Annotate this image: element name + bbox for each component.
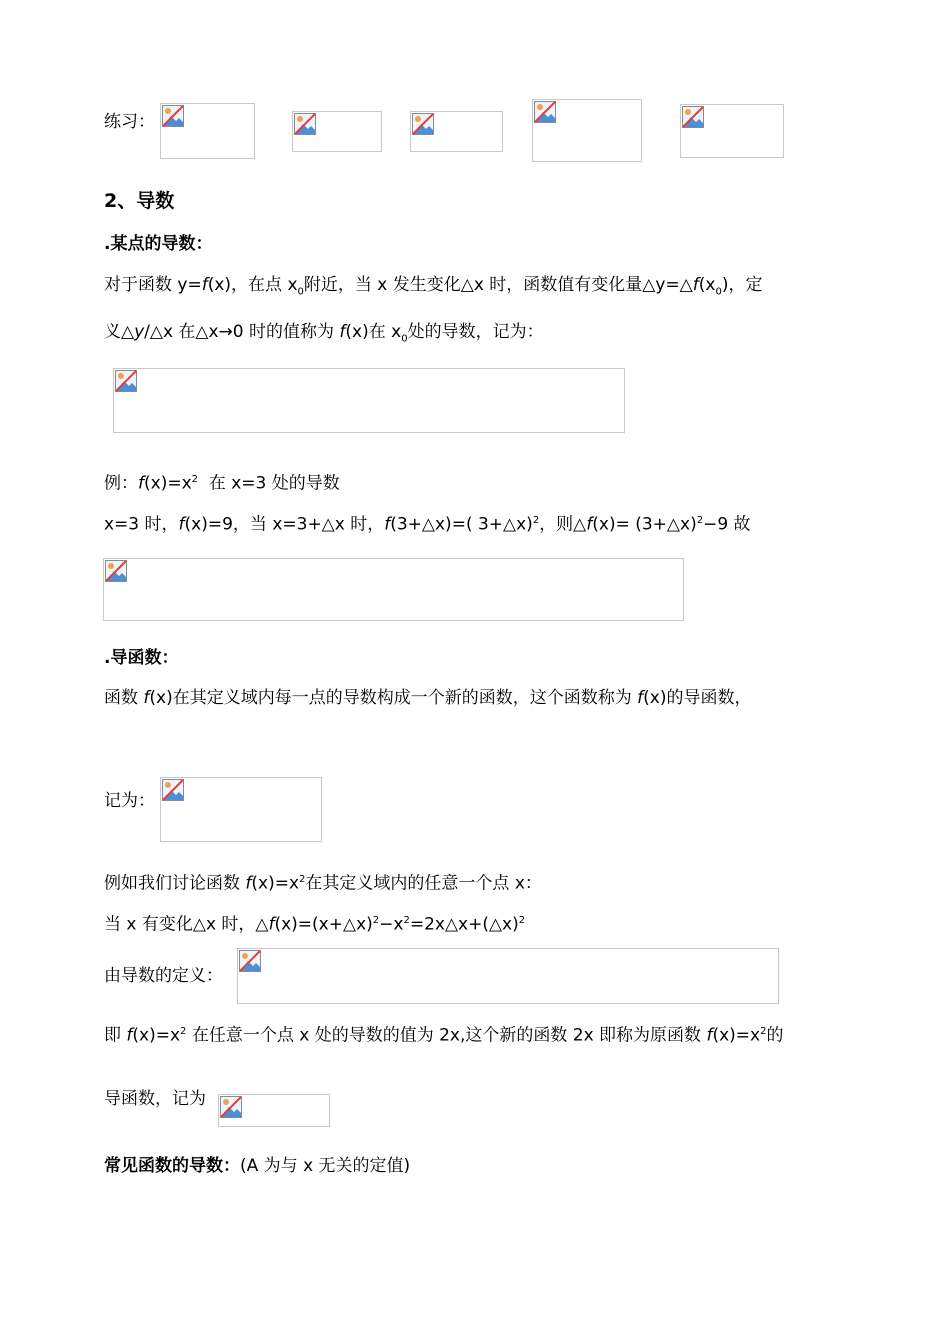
- practice-label: 练习：: [104, 112, 155, 132]
- formula-image: [103, 558, 684, 621]
- paragraph-line: 对于函数 y=f(x)，在点 $x_0$附近，当 x 发生变化△x 时，函数值有变化量$\triangle y=\triangle f(x_0)$，定: [104, 275, 763, 298]
- formula-image: [160, 103, 255, 159]
- paragraph-line: 导函数，记为: [104, 1089, 206, 1109]
- broken-image-icon: [162, 105, 184, 127]
- formula-image: [680, 104, 784, 158]
- subsection-heading: .导函数：: [104, 648, 179, 668]
- formula-image: [292, 111, 382, 152]
- broken-image-icon: [220, 1096, 242, 1118]
- paragraph-line: 当 x 有变化△x 时，$\triangle f(x)=(x+\triangle x)^2-x^2=2x\triangle x+(\triangle x)^2$: [104, 914, 526, 935]
- paragraph-line: 即 $f(x)=x^2$ 在任意一个点 x 处的导数的值为 2x,这个新的函数 2x 即称为原函数 $f(x)=x^2$的: [104, 1025, 784, 1046]
- paragraph-line: 函数 f(x)在其定义域内每一点的导数构成一个新的函数，这个函数称为 f(x)的导函数，: [104, 688, 752, 708]
- paragraph-line: 例如我们讨论函数 $f(x)=x^2$在其定义域内的任意一个点 x：: [104, 873, 542, 894]
- broken-image-icon: [162, 779, 184, 801]
- broken-image-icon: [412, 113, 434, 135]
- broken-image-icon: [105, 560, 127, 582]
- broken-image-icon: [115, 370, 137, 392]
- common-derivatives-heading: 常见函数的导数：(A 为与 x 无关的定值): [104, 1156, 411, 1176]
- paragraph-line: 记为：: [104, 791, 155, 811]
- broken-image-icon: [239, 950, 261, 972]
- formula-image: [237, 948, 779, 1004]
- broken-image-icon: [534, 101, 556, 123]
- subsection-heading: .某点的导数：: [104, 234, 213, 254]
- formula-image: [160, 777, 322, 842]
- broken-image-icon: [294, 113, 316, 135]
- example-line: x=3 时，f(x)=9，当 x=3+△x 时，f(3+△x)=( 3+△x)$^2$，则△f(x)= (3+△x)$^2$−9 故: [104, 514, 751, 535]
- example-line: 例：$f(x)=x^2$ 在 x=3 处的导数: [104, 473, 340, 494]
- broken-image-icon: [682, 106, 704, 128]
- formula-image: [532, 99, 642, 162]
- paragraph-line: 由导数的定义：: [104, 966, 223, 986]
- formula-image: [410, 111, 503, 152]
- formula-image: [218, 1094, 330, 1127]
- formula-image: [113, 368, 625, 433]
- section-title: 2、导数: [104, 190, 175, 212]
- paragraph-line: 义△y/△x 在△x→0 时的值称为 f(x)在 $x_0$处的导数，记为：: [104, 322, 544, 345]
